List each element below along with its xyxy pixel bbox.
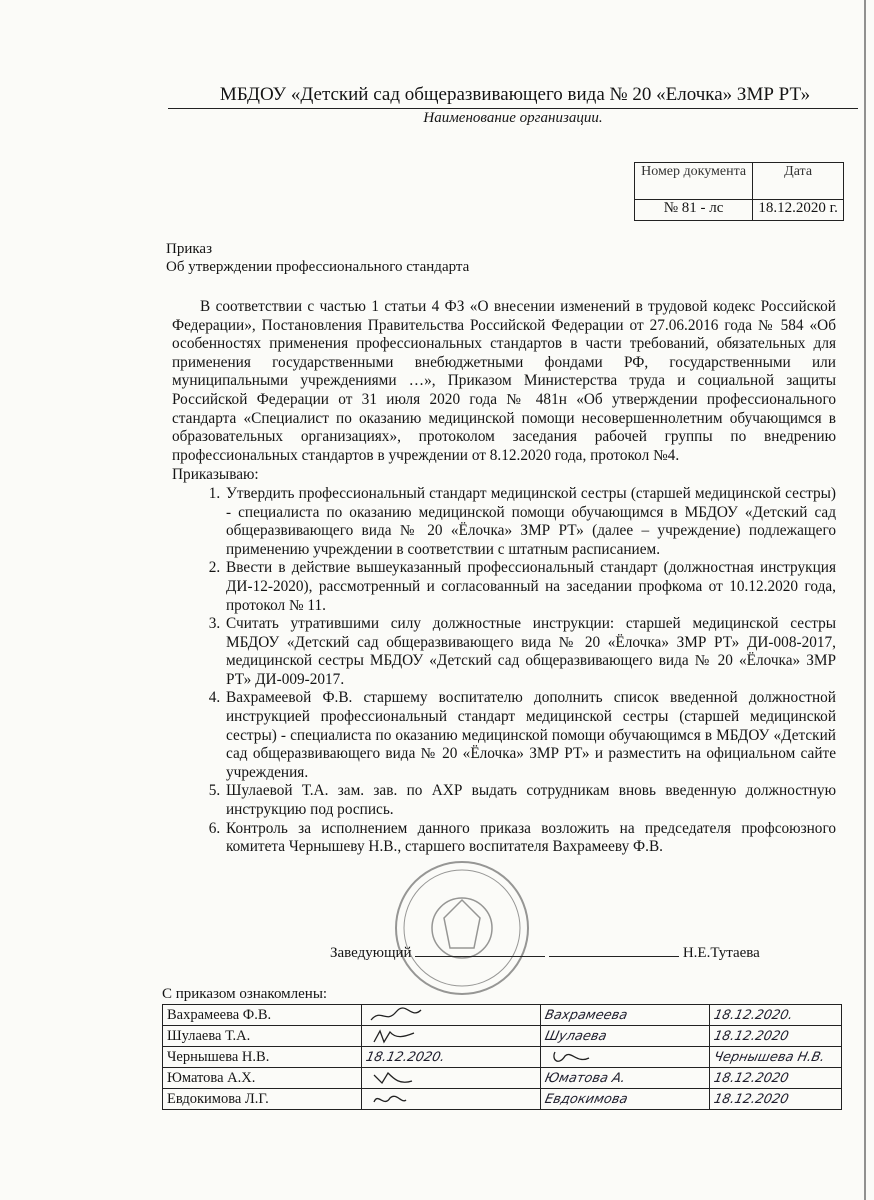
table-row: [163, 1005, 842, 1026]
order-word: Приказываю:: [172, 466, 259, 484]
handwritten-date-cell: [710, 1026, 842, 1047]
signature-underline: [549, 944, 679, 957]
signature-cell: [541, 1047, 710, 1068]
acquaintance-table: [162, 1004, 842, 1110]
handwritten-name: Чернышева Н.В.: [712, 1049, 827, 1065]
doc-number-header: Номер документа: [635, 163, 753, 200]
handwritten-signature: [366, 1027, 426, 1045]
doc-number-value: № 81 - лс: [635, 200, 753, 221]
handwritten-date-cell: [710, 1068, 842, 1089]
organization-underline: [168, 108, 858, 109]
order-item: 1. Утвердить профессиональный стандарт медицинской сестры (старшей медицинской сестры) - специалиста по оказанию медицинской помощи обучающимся в МБДОУ «Детский сад общеразвивающего вида № 20 «Ёлочка» ЗМР РТ» (далее – учреждение) подлежащего применению учреждении в соответствии с штатным расписанием.: [224, 485, 836, 559]
handwritten-name-cell: [541, 1026, 710, 1047]
preamble-paragraph: В соответствии с частью 1 статьи 4 ФЗ «О внесении изменений в трудовой кодекс Российской Федерации», Постановления Правительства Российской Федерации от 27.06.2016 года № 584 «Об особенностях применения профессиональных стандартов в части требований, обязательных для применения государственными внебюджетными фондами РФ, государственными или муниципальными учреждениями …», Приказом Министерства труда и социальной защиты Российской Федерации от 31 июля 2020 года № 481н «Об утверждении профессионального стандарта «Специалист по оказанию медицинской помощи несовершеннолетним обучающимся в образовательных организациях», протоколом заседания рабочей группы по внедрению профессиональных стандартов в учреждении от 8.12.2020 года, протокол №4.: [172, 298, 836, 464]
handwritten-date-cell: [362, 1047, 541, 1068]
employee-name: Шулаева Т.А.: [163, 1026, 362, 1047]
employee-name: Юматова А.Х.: [163, 1068, 362, 1089]
table-row: [163, 1026, 842, 1047]
handwritten-date-cell: [710, 1005, 842, 1026]
document-number-table: [634, 162, 844, 221]
handwritten-date: 18.12.2020: [712, 1028, 791, 1044]
employee-name: Евдокимова Л.Г.: [163, 1089, 362, 1110]
handwritten-signature: [545, 1048, 605, 1066]
director-signature-line: [330, 944, 760, 962]
order-item: 2. Ввести в действие вышеуказанный профессиональный стандарт (должностная инструкция ДИ-12-2020), рассмотренный и согласованный на заседании профкома от 10.12.2020 года, протокол № 11.: [224, 559, 836, 615]
director-name: Н.Е.Тутаева: [682, 945, 760, 961]
handwritten-name: Вахрамеева: [543, 1007, 629, 1023]
doc-date-value: 18.12.2020 г.: [753, 200, 844, 221]
signature-cell: [362, 1026, 541, 1047]
signature-cell: [362, 1089, 541, 1110]
handwritten-signature: [366, 1006, 426, 1024]
scan-edge: [864, 0, 866, 1200]
handwritten-name: Юматова А.: [543, 1070, 627, 1086]
handwritten-name-cell: [541, 1005, 710, 1026]
handwritten-signature: [366, 1090, 426, 1108]
handwritten-date: 18.12.2020: [712, 1091, 791, 1107]
signature-cell: [362, 1005, 541, 1026]
organization-name: МБДОУ «Детский сад общеразвивающего вида № 20 «Елочка» ЗМР РТ»: [219, 84, 811, 105]
handwritten-name-cell: [541, 1089, 710, 1110]
handwritten-name: Шулаева: [543, 1028, 609, 1044]
round-seal-stamp: [392, 858, 532, 998]
signature-cell: [362, 1068, 541, 1089]
employee-name: Чернышева Н.В.: [163, 1047, 362, 1068]
handwritten-date: 18.12.2020: [712, 1070, 791, 1086]
order-items-list: [172, 485, 836, 857]
handwritten-signature: [366, 1069, 426, 1087]
handwritten-date: 18.12.2020.: [712, 1007, 795, 1023]
document-body: [172, 298, 836, 857]
employee-name: Вахрамеева Ф.В.: [163, 1005, 362, 1026]
document-subject: Об утверждении профессионального стандарта: [166, 259, 470, 275]
table-row: [163, 1047, 842, 1068]
table-row: [163, 1068, 842, 1089]
handwritten-name-cell: [541, 1068, 710, 1089]
doc-date-header: Дата: [753, 163, 844, 200]
handwritten-name-cell: [710, 1047, 842, 1068]
document-kind: Приказ: [166, 241, 213, 257]
signature-underline: [415, 944, 545, 957]
document-heading: [166, 240, 469, 276]
order-item: 4. Вахрамеевой Ф.В. старшему воспитателю дополнить список введенной должностной инструкцией профессиональный стандарт медицинской сестры (старшей медицинской сестры) - специалиста по оказанию медицинской помощи обучающимся в МБДОУ «Детский сад общеразвивающего вида № 20 «Ёлочка» ЗМР РТ» и разместить на официальном сайте учреждения.: [224, 689, 836, 782]
organization-caption: Наименование организации.: [423, 110, 603, 126]
handwritten-name: Евдокимова: [543, 1091, 630, 1107]
acquaintance-title: С приказом ознакомлены:: [162, 986, 328, 1002]
handwritten-date: 18.12.2020.: [364, 1049, 447, 1065]
director-role: Заведующий: [330, 945, 412, 961]
table-row: [163, 1089, 842, 1110]
order-item: 5. Шулаевой Т.А. зам. зав. по АХР выдать сотрудникам вновь введенную должностную инструкцию под роспись.: [224, 782, 836, 819]
handwritten-date-cell: [710, 1089, 842, 1110]
order-item: 6. Контроль за исполнением данного приказа возложить на председателя профсоюзного комитета Чернышеву Н.В., старшего воспитателя Вахрамееву Ф.В.: [224, 820, 836, 857]
order-item: 3. Считать утратившими силу должностные инструкции: старшей медицинской сестры МБДОУ «Детский сад общеразвивающего вида № 20 «Ёлочка» ЗМР РТ» ДИ-008-2017, медицинской сестры МБДОУ «Детский сад общеразвивающего вида № 20 «Ёлочка» ЗМР РТ» ДИ-009-2017.: [224, 615, 836, 689]
